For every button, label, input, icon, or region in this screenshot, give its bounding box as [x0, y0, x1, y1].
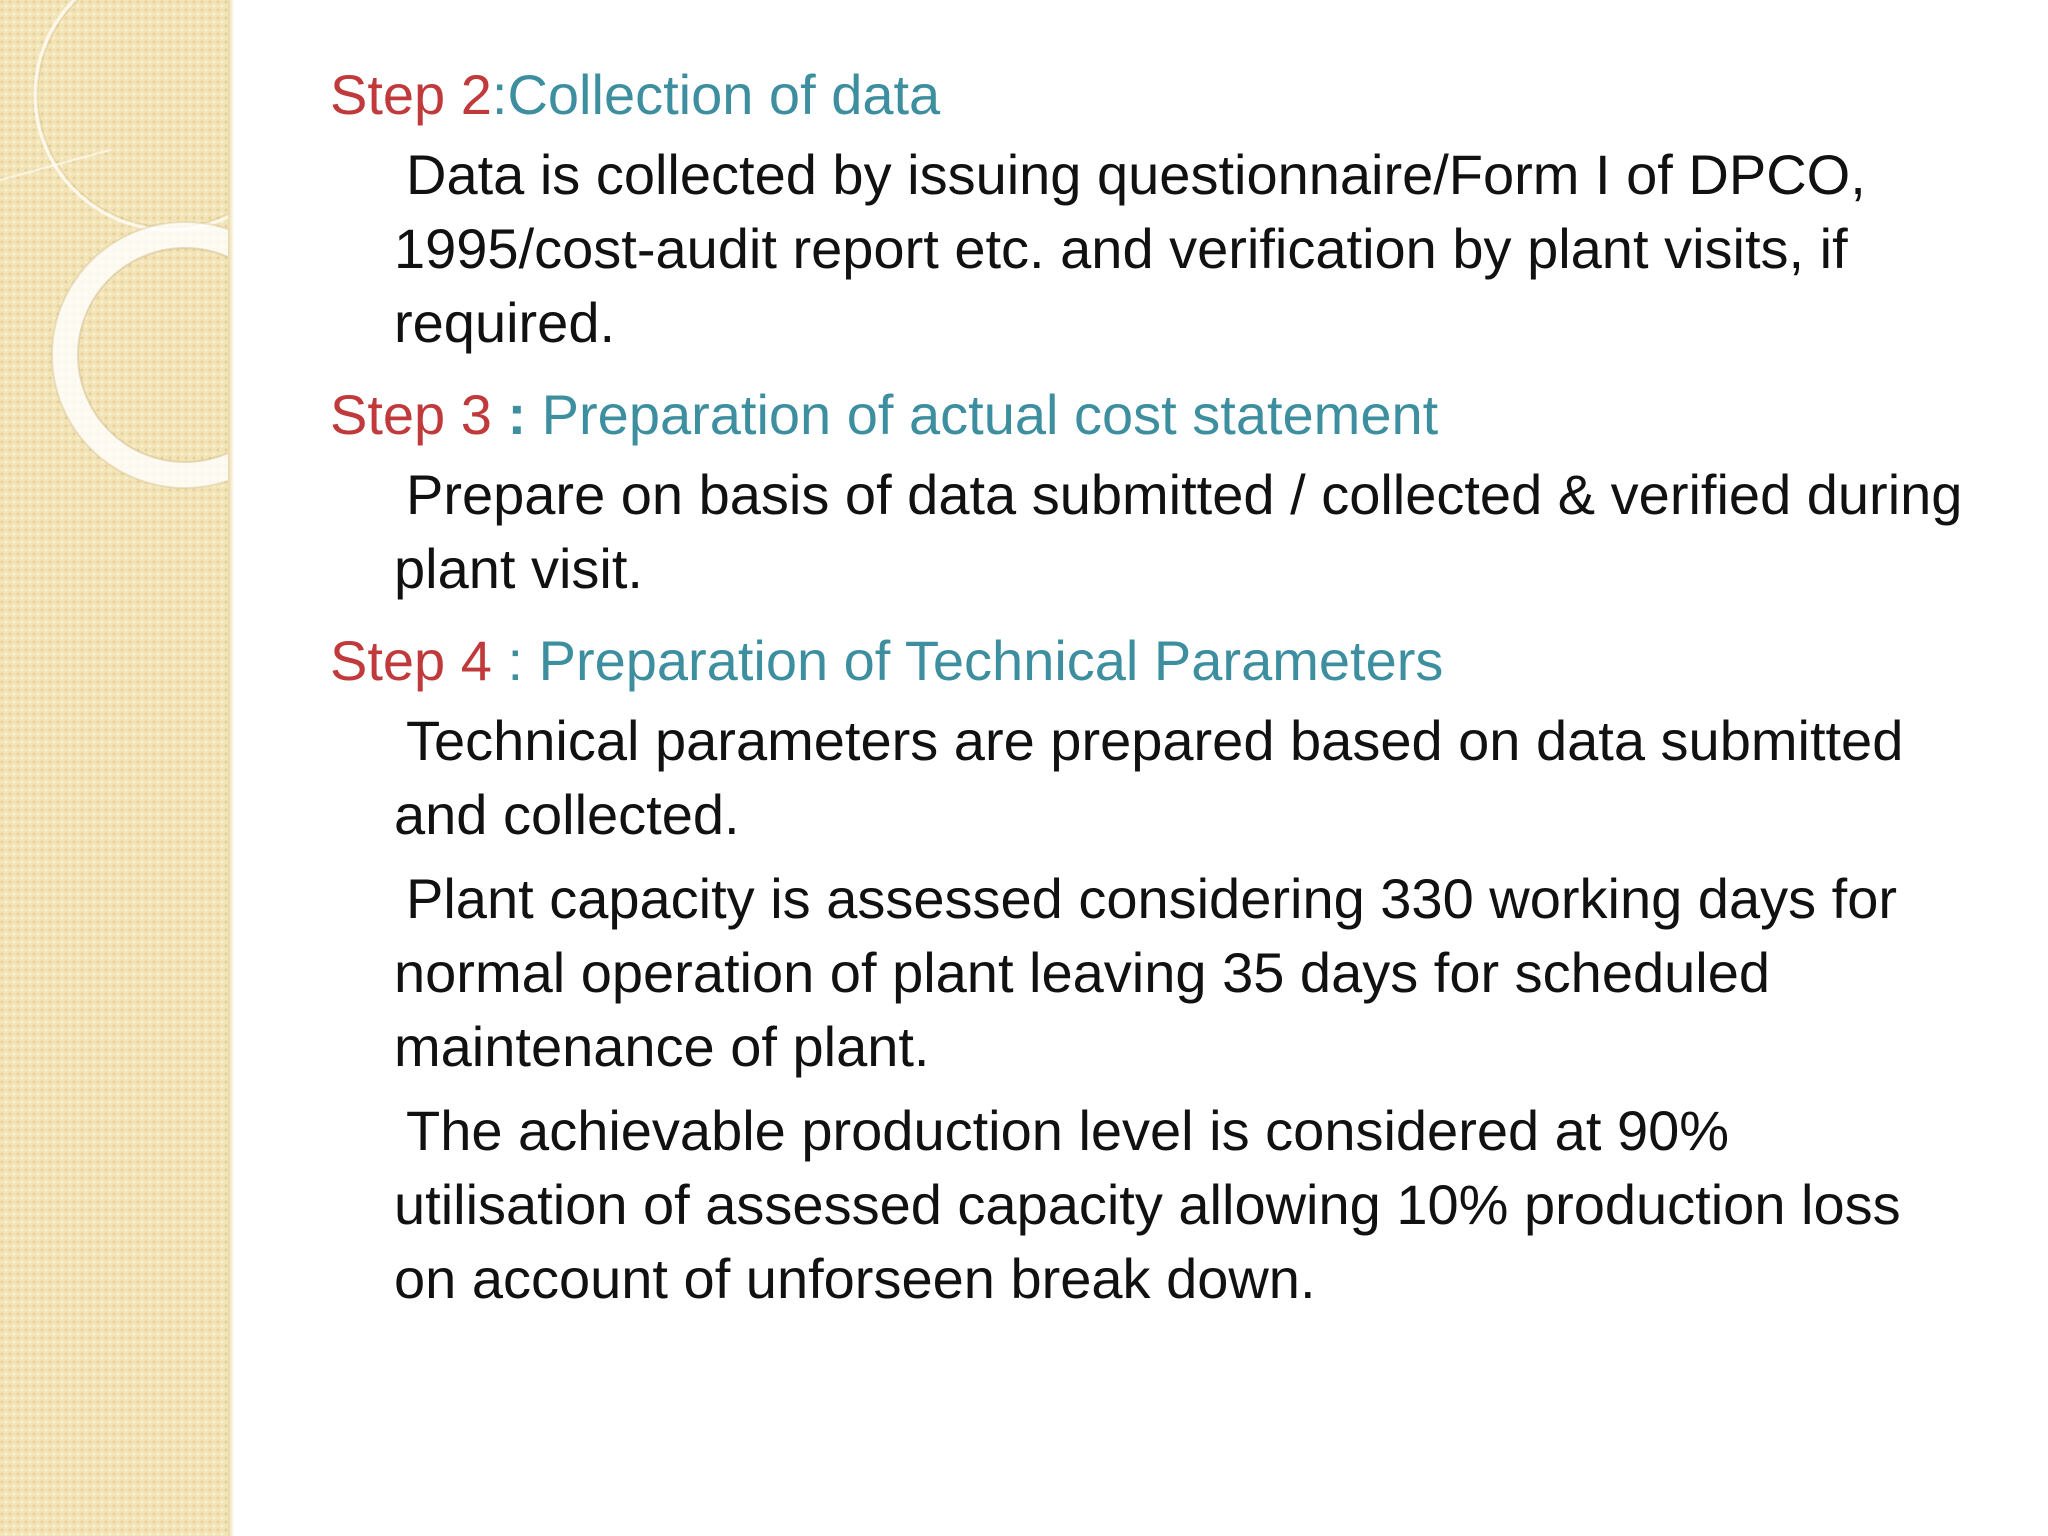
step-2-paragraph: Data is collected by issuing questionnaire/Form I of DPCO, 1995/cost-audit report etc. and verification by plant visits, if required.	[394, 143, 1866, 354]
step-2-heading	[330, 62, 1970, 128]
step-3-separator: :	[507, 383, 527, 446]
step-3-heading	[330, 382, 1970, 448]
step-4-paragraph-production: The achievable production level is considered at 90% utilisation of assessed capacity allowing 10% production loss on account of unforseen break down.	[394, 1099, 1901, 1310]
step-4-heading	[330, 628, 1970, 694]
decorative-circles	[0, 0, 228, 520]
step-3-paragraph: Prepare on basis of data submitted / collected & verified during plant visit.	[394, 463, 1963, 600]
slide-content	[330, 62, 1970, 1326]
side-panel-edge	[228, 0, 234, 1536]
step-3-title: Preparation of actual cost statement	[526, 383, 1439, 446]
step-4-label: Step 4	[330, 629, 508, 692]
step-2-separator: :	[491, 63, 508, 126]
step-4-paragraph-technical: Technical parameters are prepared based on data submitted and collected.	[394, 709, 1904, 846]
step-3-label: Step 3	[330, 383, 508, 446]
step-2-title: Collection of data	[507, 63, 941, 126]
decorative-side-panel	[0, 0, 228, 1536]
step-4-separator: :	[507, 629, 524, 692]
step-2-label: Step 2	[330, 63, 492, 126]
step-4-paragraph-capacity: Plant capacity is assessed considering 330 working days for normal operation of plant leaving 35 days for scheduled maintenance of plant.	[394, 867, 1897, 1078]
step-4-title: Preparation of Technical Parameters	[523, 629, 1444, 692]
